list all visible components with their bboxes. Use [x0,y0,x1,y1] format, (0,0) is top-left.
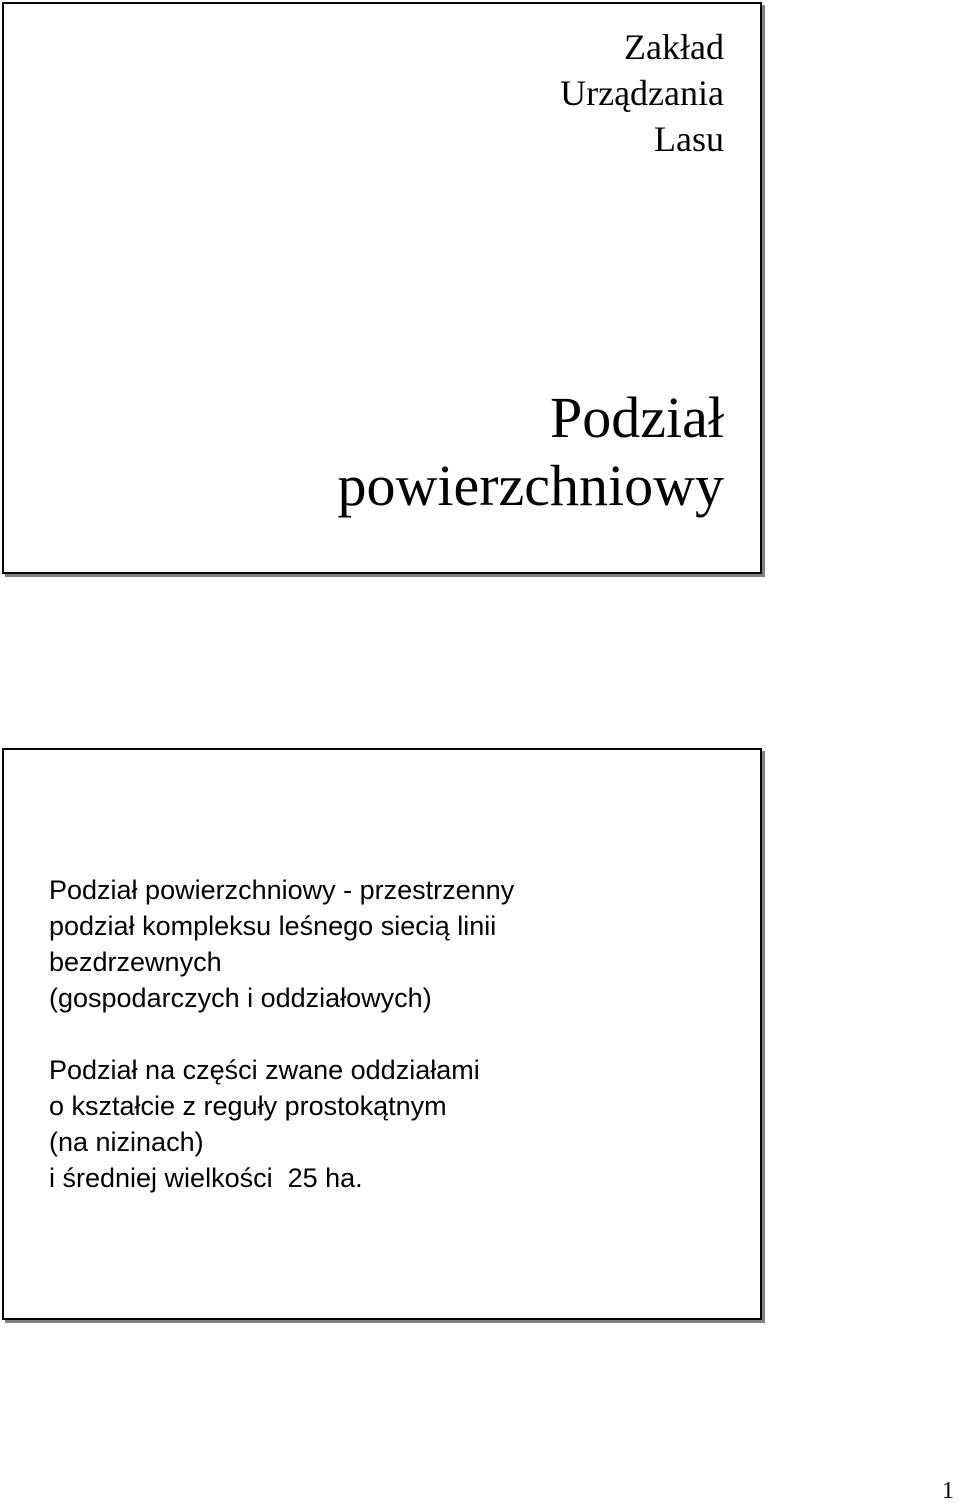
slide-definition [2,748,762,1320]
paragraph-line: bezdrzewnych [49,947,222,977]
page-number: 1 [942,1478,954,1504]
definition-paragraph [49,872,514,1016]
slide-heading [337,384,724,520]
slide-heading-line: powierzchniowy [337,453,724,518]
paragraph-line: o kształcie z reguły prostokątnym [49,1091,447,1121]
slide-title [2,2,762,574]
paragraph-line: (gospodarczych i oddziałowych) [49,983,432,1013]
department-name [560,24,724,162]
paragraph-line: Podział na części zwane oddziałami [49,1055,480,1085]
department-line: Zakład [624,27,724,67]
paragraph-line: i średniej wielkości 25 ha. [49,1163,363,1193]
department-line: Urządzania [560,73,724,113]
paragraph-line: podział kompleksu leśnego siecią linii [49,911,497,941]
department-line: Lasu [654,119,724,159]
division-paragraph [49,1052,480,1196]
slide-heading-line: Podział [550,385,724,450]
paragraph-line: (na nizinach) [49,1127,204,1157]
paragraph-line: Podział powierzchniowy - przestrzenny [49,875,515,905]
